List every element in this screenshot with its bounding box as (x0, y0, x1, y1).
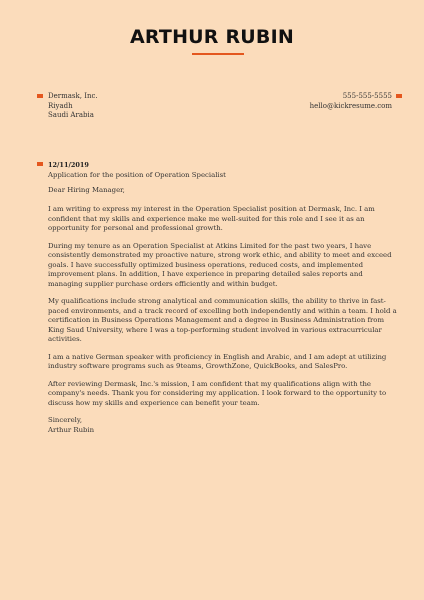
name-underline (192, 53, 244, 55)
contact-info (310, 92, 392, 111)
letter-paragraph: My qualifications include strong analytical and communication skills, the ability to thrive in fast-paced environments, and a track record of excelling both independently and within a team. I hold a certification in Business Operations Management and a degree in Business Administration from King Saud University, where I was a top-performing student involved in various extracurricular activities. (48, 297, 397, 343)
letter-paragraph: After reviewing Dermask, Inc.'s mission, I am confident that my qualifications align with the company's needs. Thank you for considering my application. I look forward to the opportunity to discuss how my skills and experience can benefit your team. (48, 379, 387, 407)
letter-closing: Sincerely, (48, 416, 83, 424)
recipient-company: Dermask, Inc. (48, 92, 98, 100)
contact-phone: 555-555-5555 (342, 92, 392, 100)
letter-body (48, 171, 398, 435)
applicant-name: ARTHUR RUBIN (130, 26, 294, 48)
recipient-marker (37, 94, 43, 98)
contact-email: hello@kickresume.com (309, 101, 392, 110)
letter-date: 12/11/2019 (48, 161, 89, 169)
contact-marker (396, 94, 402, 98)
letter-paragraph: I am a native German speaker with proficiency in English and Arabic, and I am adept at utilizing industry software programs such as 9teams, GrowthZone, QuickBooks, and SalesPro. (48, 352, 387, 370)
letter-paragraph: During my tenure as an Operation Specialist at Atkins Limited for the past two years, I have consistently demonstrated my proactive nature, strong work ethic, and ability to meet and exceed goals. I have successfully optimized business operations, reduced costs, and implemented improvement plans. In addition, I have experience in preparing detailed sales reports and managing supplier purchase orders efficiently and within budget. (48, 241, 392, 288)
recipient-country: Saudi Arabia (48, 111, 94, 119)
date-marker (37, 162, 43, 166)
recipient-city: Riyadh (48, 101, 73, 110)
recipient-address (48, 92, 98, 121)
letter-paragraph: I am writing to express my interest in the Operation Specialist position at Dermask, Inc. I am confident that my skills and experience make me well-suited for this role and I see it as an opportunity for personal and professional growth. (48, 205, 375, 232)
letter-subject: Application for the position of Operation Specialist (48, 171, 226, 179)
letter-greeting: Dear Hiring Manager, (48, 185, 125, 194)
letter-signature: Arthur Rubin (48, 425, 95, 434)
